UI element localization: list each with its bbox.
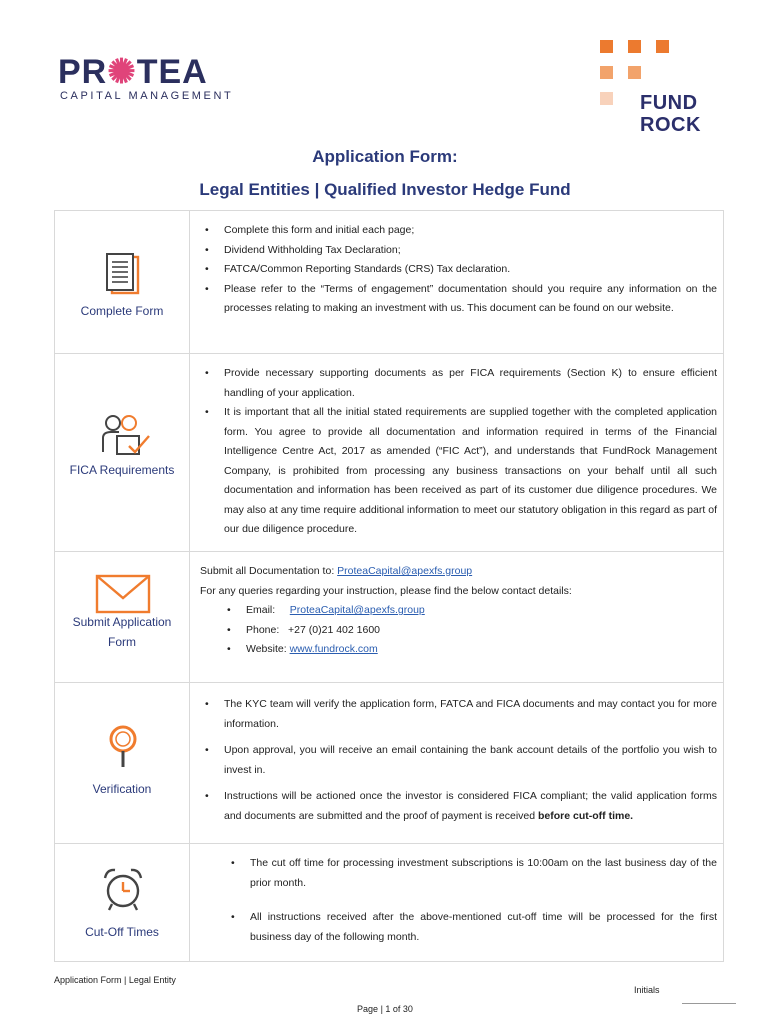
content-cell bbox=[190, 844, 723, 961]
fundrock-logo bbox=[598, 38, 728, 138]
content-cell bbox=[190, 211, 723, 353]
list-item: • Website: www.fundrock.com bbox=[222, 640, 717, 660]
protea-flower-icon: ✺ bbox=[107, 53, 137, 91]
row-label: Complete Form bbox=[80, 304, 164, 318]
website-link[interactable]: www.fundrock.com bbox=[289, 643, 378, 655]
icon-cell bbox=[55, 211, 190, 353]
protea-wordmark: PR✺TEA bbox=[58, 53, 208, 91]
row-label: FICA Requirements bbox=[69, 463, 175, 477]
row-label: Submit Application bbox=[72, 615, 172, 629]
icon-cell bbox=[55, 683, 190, 843]
row-submit bbox=[55, 552, 723, 683]
logo-square bbox=[628, 66, 641, 79]
list-item: • Complete this form and initial each page; bbox=[200, 221, 717, 241]
envelope-icon bbox=[95, 574, 151, 614]
footer-initials-label: Initials bbox=[634, 985, 660, 995]
queries-line: For any queries regarding your instruction, please find the below contact details: bbox=[200, 584, 572, 597]
content-cell bbox=[190, 683, 723, 843]
logo-square bbox=[600, 92, 613, 105]
list-item: • It is important that all the initial stated requirements are supplied together with the completed application form. You agree to provide all documentation and information required in terms of the Financial Intelligence Centre Act, 2017 as amended (“FIC Act”), and understands that FundRock Management Company, is prohibited from processing any business transactions on your behalf until all such documentation and information has been received as part of its customer due diligence procedures. We may also at any time require additional information to meet our statutory obligation in this regard as part of our due diligence procedure. bbox=[200, 403, 717, 540]
alarm-clock-icon bbox=[101, 866, 145, 912]
list-item: • Provide necessary supporting documents as per FICA requirements (Section K) to ensure efficient handling of your application. bbox=[200, 364, 717, 403]
logo-square bbox=[600, 66, 613, 79]
row-label: Form bbox=[108, 635, 136, 649]
form-document-icon bbox=[103, 253, 143, 297]
icon-cell bbox=[55, 844, 190, 961]
logo-square bbox=[628, 40, 641, 53]
instructions-table bbox=[54, 210, 724, 962]
list-item: • Phone: +27 (0)21 402 1600 bbox=[222, 621, 717, 641]
icon-cell bbox=[55, 354, 190, 551]
page-number: Page | 1 of 30 bbox=[357, 1004, 413, 1014]
logo-square bbox=[600, 40, 613, 53]
email-link[interactable]: ProteaCapital@apexfs.group bbox=[337, 565, 473, 577]
footer-document-name: Application Form | Legal Entity bbox=[54, 975, 176, 985]
page-title: Application Form: bbox=[312, 147, 458, 166]
list-item: • Dividend Withholding Tax Declaration; bbox=[200, 241, 717, 261]
email-link[interactable]: ProteaCapital@apexfs.group bbox=[289, 604, 425, 616]
fundrock-wordmark: FUND ROCK bbox=[640, 92, 701, 136]
row-cutoff bbox=[55, 844, 723, 961]
page-subtitle: Legal Entities | Qualified Investor Hedge Fund bbox=[199, 180, 571, 199]
row-verification bbox=[55, 683, 723, 844]
protea-logo bbox=[58, 52, 238, 104]
content-cell bbox=[190, 354, 723, 551]
list-item: • Email: ProteaCapital@apexfs.group bbox=[222, 601, 717, 621]
list-item: • Upon approval, you will receive an email containing the bank account details of the portfolio you wish to invest in. bbox=[200, 741, 717, 780]
protea-subtitle: CAPITAL MANAGEMENT bbox=[60, 90, 234, 102]
logo-square bbox=[656, 40, 669, 53]
row-label: Verification bbox=[92, 782, 152, 796]
list-item: • Please refer to the “Terms of engagement” documentation should you require any information on the processes relating to making an investment with us. This document can be found on our website. bbox=[200, 280, 717, 319]
list-item: • Instructions will be actioned once the investor is considered FICA compliant; the valid application forms and documents are submitted and the proof of payment is received before cut-off time. bbox=[200, 787, 717, 826]
row-complete-form bbox=[55, 211, 723, 354]
list-item: • FATCA/Common Reporting Standards (CRS) Tax declaration. bbox=[200, 260, 717, 280]
list-item: • The cut off time for processing investment subscriptions is 10:00am on the last business day of the prior month. bbox=[226, 854, 717, 893]
magnifier-icon bbox=[107, 725, 139, 769]
list-item: • All instructions received after the above-mentioned cut-off time will be processed for the first business day of the following month. bbox=[226, 908, 717, 947]
list-item: • The KYC team will verify the application form, FATCA and FICA documents and may contact you for more information. bbox=[200, 695, 717, 734]
row-fica bbox=[55, 354, 723, 552]
row-label: Cut-Off Times bbox=[85, 925, 159, 939]
person-checklist-icon bbox=[99, 414, 155, 458]
submit-line: Submit all Documentation to: ProteaCapital@apexfs.group bbox=[200, 565, 473, 577]
icon-cell bbox=[55, 552, 190, 682]
